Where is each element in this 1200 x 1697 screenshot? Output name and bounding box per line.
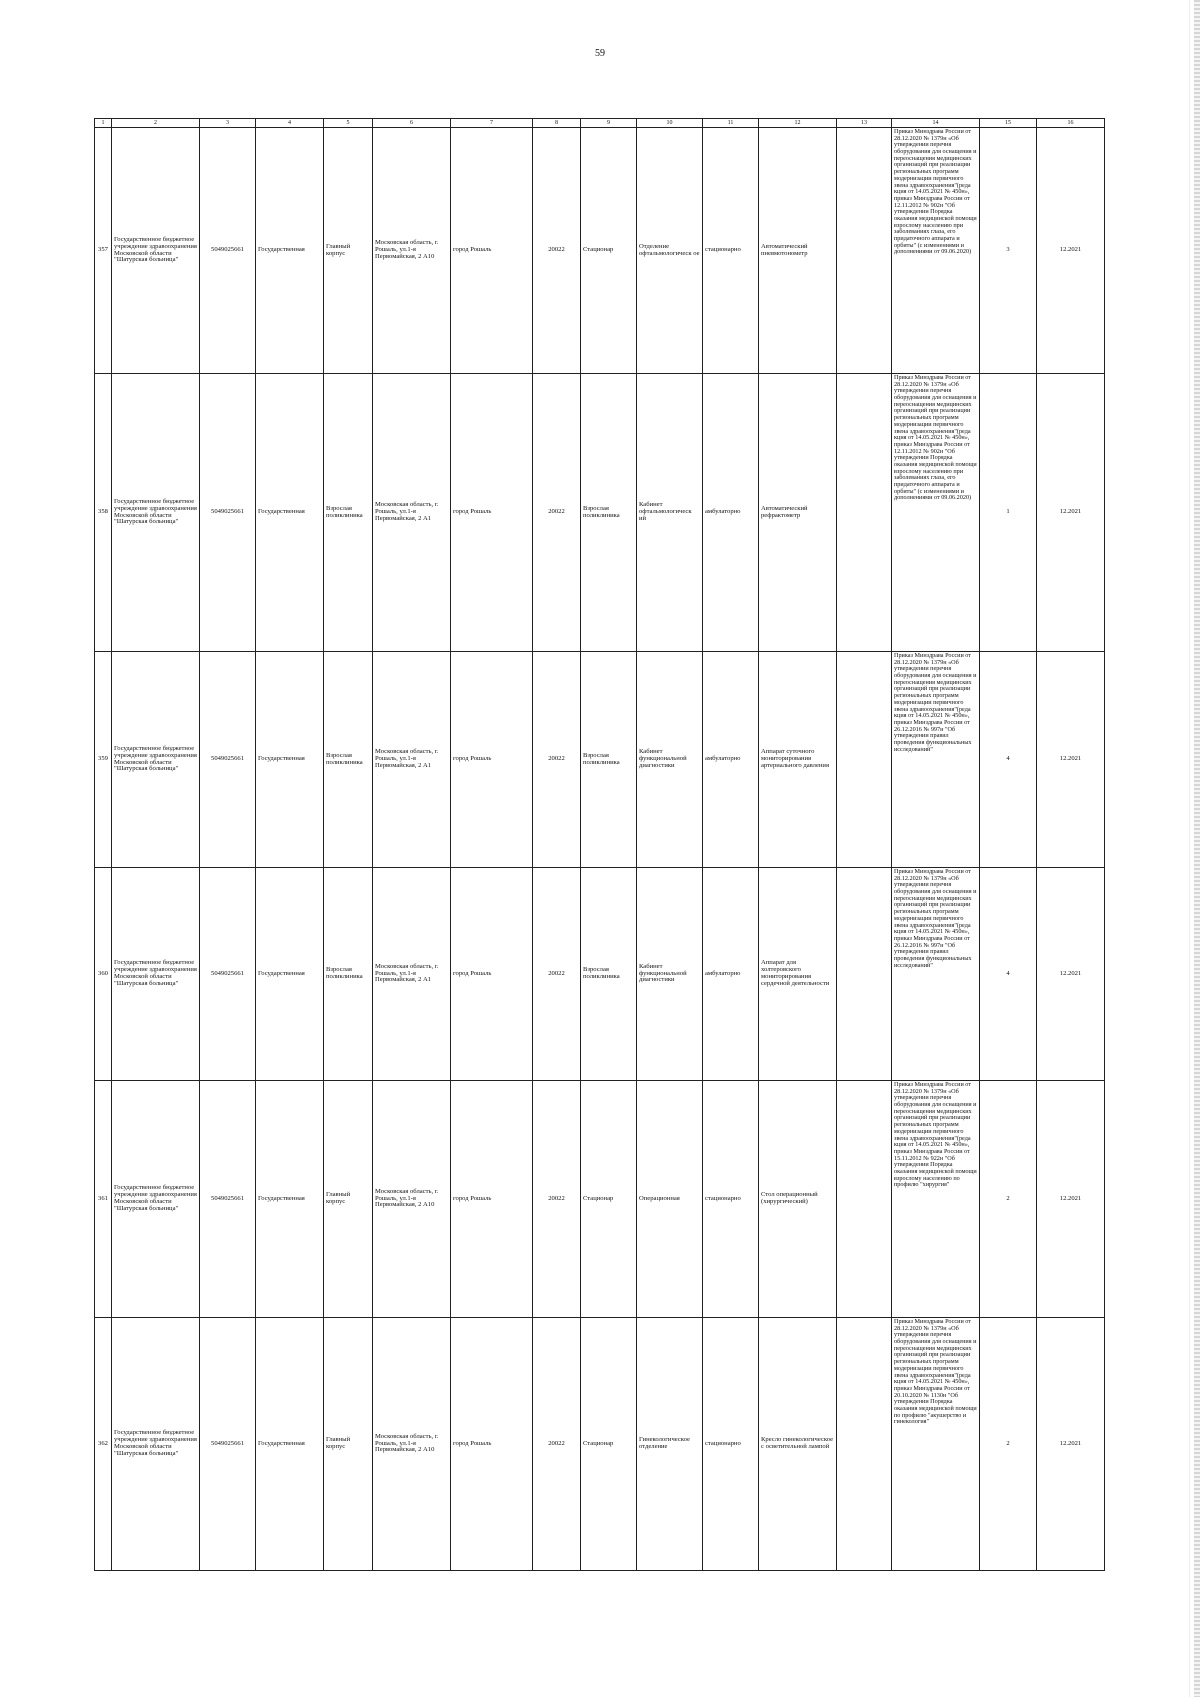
table-row [95, 128, 1105, 374]
row-number: 358 [95, 374, 112, 652]
equipment-table [94, 118, 1105, 1571]
table-row [95, 868, 1105, 1081]
inn-cell: 5049025661 [200, 374, 256, 652]
institution-cell: Государственное бюджетное учреждение здравоохранения Московской области "Шатурская больница" [112, 868, 200, 1081]
basis-cell [892, 374, 980, 652]
type-cell: Взрослая поликлиника [581, 374, 637, 652]
scan-edge [1194, 0, 1200, 1697]
building-cell: Взрослая поликлиника [324, 652, 373, 868]
table-row [95, 374, 1105, 652]
address-cell: Московская область, г. Рошаль, ул.1-я Первомайская, 2 А10 [373, 1318, 451, 1571]
code-cell: 20022 [533, 374, 581, 652]
equipment-cell: Стол операционный (хирургический) [759, 1081, 837, 1318]
empty-cell [837, 374, 892, 652]
column-number: 8 [533, 119, 581, 128]
row-number: 362 [95, 1318, 112, 1571]
quantity-cell: 2 [980, 1318, 1037, 1571]
column-number: 5 [324, 119, 373, 128]
address-cell: Московская область, г. Рошаль, ул.1-я Первомайская, 2 А1 [373, 868, 451, 1081]
column-number: 1 [95, 119, 112, 128]
type-cell: Стационар [581, 1081, 637, 1318]
column-number: 7 [451, 119, 533, 128]
equipment-cell: Автоматический рефрактометр [759, 374, 837, 652]
date-cell: 12.2021 [1037, 1318, 1105, 1571]
code-cell: 20022 [533, 652, 581, 868]
department-cell: Кабинет функциональной диагностики [637, 652, 703, 868]
inn-cell: 5049025661 [200, 1081, 256, 1318]
code-cell: 20022 [533, 1081, 581, 1318]
institution-cell: Государственное бюджетное учреждение здравоохранения Московской области "Шатурская больница" [112, 1318, 200, 1571]
table-row [95, 652, 1105, 868]
quantity-cell: 2 [980, 1081, 1037, 1318]
care-form-cell: стационарно [703, 128, 759, 374]
ownership-cell: Государственная [256, 1318, 324, 1571]
column-number: 6 [373, 119, 451, 128]
column-number: 12 [759, 119, 837, 128]
column-number: 11 [703, 119, 759, 128]
code-cell: 20022 [533, 128, 581, 374]
type-cell: Взрослая поликлиника [581, 652, 637, 868]
care-form-cell: стационарно [703, 1318, 759, 1571]
address-cell: Московская область, г. Рошаль, ул.1-я Первомайская, 2 А10 [373, 128, 451, 374]
date-cell: 12.2021 [1037, 374, 1105, 652]
column-number: 9 [581, 119, 637, 128]
ownership-cell: Государственная [256, 128, 324, 374]
row-number: 360 [95, 868, 112, 1081]
care-form-cell: амбулаторно [703, 652, 759, 868]
institution-cell: Государственное бюджетное учреждение здравоохранения Московской области "Шатурская больница" [112, 374, 200, 652]
date-cell: 12.2021 [1037, 1081, 1105, 1318]
row-number: 361 [95, 1081, 112, 1318]
inn-cell: 5049025661 [200, 868, 256, 1081]
date-cell: 12.2021 [1037, 868, 1105, 1081]
department-cell: Кабинет офтальмологическ ий [637, 374, 703, 652]
column-number: 14 [892, 119, 980, 128]
building-cell: Взрослая поликлиника [324, 374, 373, 652]
care-form-cell: амбулаторно [703, 374, 759, 652]
column-number: 2 [112, 119, 200, 128]
basis-cell [892, 1318, 980, 1571]
basis-text: Приказ Минздрава России от 28.12.2020 № 1379н «Об утверждении перечня оборудования для оснащения и переоснащения медицинских организаций при реализации региональных программ модернизации первичного звена здравоохранения"(реда кция от 14.05.2021 № 450н», приказ Минздрава России от 15.11.2012 № 922н "Об утверждении Порядка оказания медицинской помощи взрослому населению по профилю "хирургия" [894, 1082, 977, 1189]
date-cell: 12.2021 [1037, 128, 1105, 374]
basis-cell [892, 128, 980, 374]
institution-cell: Государственное бюджетное учреждение здравоохранения Московской области "Шатурская больница" [112, 652, 200, 868]
ownership-cell: Государственная [256, 1081, 324, 1318]
type-cell: Стационар [581, 128, 637, 374]
ownership-cell: Государственная [256, 374, 324, 652]
type-cell: Стационар [581, 1318, 637, 1571]
empty-cell [837, 1318, 892, 1571]
city-cell: город Рошаль [451, 868, 533, 1081]
basis-text: Приказ Минздрава России от 28.12.2020 № 1379н «Об утверждении перечня оборудования для оснащения и переоснащения медицинских организаций при реализации региональных программ модернизации первичного звена здравоохранения"(реда кция от 14.05.2021 № 450н», приказ Минздрава России от 20.10.2020 № 1130н "Об утверждении Порядка оказания медицинской помощи по профилю "акушерство и гинекология" [894, 1319, 977, 1426]
column-number: 10 [637, 119, 703, 128]
code-cell: 20022 [533, 868, 581, 1081]
city-cell: город Рошаль [451, 1081, 533, 1318]
city-cell: город Рошаль [451, 652, 533, 868]
department-cell: Кабинет функциональной диагностики [637, 868, 703, 1081]
basis-cell [892, 868, 980, 1081]
date-cell: 12.2021 [1037, 652, 1105, 868]
column-number: 13 [837, 119, 892, 128]
empty-cell [837, 652, 892, 868]
building-cell: Главный корпус [324, 1318, 373, 1571]
building-cell: Главный корпус [324, 1081, 373, 1318]
inn-cell: 5049025661 [200, 128, 256, 374]
ownership-cell: Государственная [256, 868, 324, 1081]
basis-cell [892, 1081, 980, 1318]
quantity-cell: 4 [980, 868, 1037, 1081]
inn-cell: 5049025661 [200, 652, 256, 868]
page-number: 59 [595, 48, 605, 59]
row-number: 359 [95, 652, 112, 868]
quantity-cell: 1 [980, 374, 1037, 652]
quantity-cell: 4 [980, 652, 1037, 868]
basis-text: Приказ Минздрава России от 28.12.2020 № 1379н «Об утверждении перечня оборудования для оснащения и переоснащения медицинских организаций при реализации региональных программ модернизации первичного звена здравоохранения"(реда кция от 14.05.2021 № 450н», приказ Минздрава России от 12.11.2012 № 902н "Об утверждении Порядка оказания медицинской помощи взрослому населению при заболеваниях глаза, его придаточного аппарата и орбиты" (с изменениями и дополнениями от 09.06.2020) [894, 375, 977, 502]
type-cell: Взрослая поликлиника [581, 868, 637, 1081]
quantity-cell: 3 [980, 128, 1037, 374]
column-number: 4 [256, 119, 324, 128]
institution-cell: Государственное бюджетное учреждение здравоохранения Московской области "Шатурская больница" [112, 1081, 200, 1318]
city-cell: город Рошаль [451, 1318, 533, 1571]
empty-cell [837, 868, 892, 1081]
basis-text: Приказ Минздрава России от 28.12.2020 № 1379н «Об утверждении перечня оборудования для оснащения и переоснащения медицинских организаций при реализации региональных программ модернизации первичного звена здравоохранения"(реда кция от 14.05.2021 № 450н», приказ Минздрава России от 26.12.2016 № 997н "Об утверждении правил проведения функциональных исследований" [894, 653, 977, 753]
code-cell: 20022 [533, 1318, 581, 1571]
city-cell: город Рошаль [451, 128, 533, 374]
empty-cell [837, 1081, 892, 1318]
address-cell: Московская область, г. Рошаль, ул.1-я Первомайская, 2 А10 [373, 1081, 451, 1318]
column-number-row [95, 119, 1105, 128]
table-row [95, 1081, 1105, 1318]
care-form-cell: амбулаторно [703, 868, 759, 1081]
address-cell: Московская область, г. Рошаль, ул.1-я Первомайская, 2 А1 [373, 374, 451, 652]
table-row [95, 1318, 1105, 1571]
scan-edge-line [1189, 0, 1190, 1697]
basis-text: Приказ Минздрава России от 28.12.2020 № 1379н «Об утверждении перечня оборудования для оснащения и переоснащения медицинских организаций при реализации региональных программ модернизации первичного звена здравоохранения"(реда кция от 14.05.2021 № 450н», приказ Минздрава России от 12.11.2012 № 902н "Об утверждении Порядка оказания медицинской помощи взрослому населению при заболеваниях глаза, его придаточного аппарата и орбиты" (с изменениями и дополнениями от 09.06.2020) [894, 129, 977, 256]
department-cell: Операционная [637, 1081, 703, 1318]
institution-cell: Государственное бюджетное учреждение здравоохранения Московской области "Шатурская больница" [112, 128, 200, 374]
ownership-cell: Государственная [256, 652, 324, 868]
column-number: 16 [1037, 119, 1105, 128]
equipment-cell: Аппарат суточного мониторирования артериального давления [759, 652, 837, 868]
empty-cell [837, 128, 892, 374]
equipment-cell: Автоматический пневмотонометр [759, 128, 837, 374]
department-cell: Отделение офтальмологическ ое [637, 128, 703, 374]
column-number: 15 [980, 119, 1037, 128]
column-number: 3 [200, 119, 256, 128]
row-number: 357 [95, 128, 112, 374]
equipment-cell: Кресло гинекологическое с осветительной лампой [759, 1318, 837, 1571]
city-cell: город Рошаль [451, 374, 533, 652]
care-form-cell: стационарно [703, 1081, 759, 1318]
department-cell: Гинекологическое отделение [637, 1318, 703, 1571]
basis-cell [892, 652, 980, 868]
inn-cell: 5049025661 [200, 1318, 256, 1571]
basis-text: Приказ Минздрава России от 28.12.2020 № 1379н «Об утверждении перечня оборудования для оснащения и переоснащения медицинских организаций при реализации региональных программ модернизации первичного звена здравоохранения"(реда кция от 14.05.2021 № 450н», приказ Минздрава России от 26.12.2016 № 997н "Об утверждении правил проведения функциональных исследований" [894, 869, 977, 969]
address-cell: Московская область, г. Рошаль, ул.1-я Первомайская, 2 А1 [373, 652, 451, 868]
building-cell: Взрослая поликлиника [324, 868, 373, 1081]
equipment-cell: Аппарат для холтеровского мониторирования сердечной деятельности [759, 868, 837, 1081]
building-cell: Главный корпус [324, 128, 373, 374]
